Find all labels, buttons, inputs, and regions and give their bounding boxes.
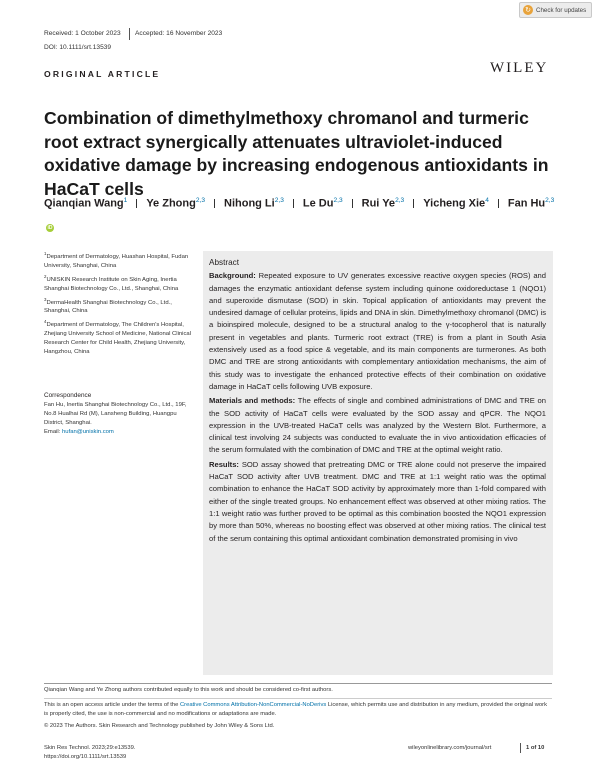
- affiliation-list: [44, 250, 194, 357]
- author-affiliation-marker: 4: [485, 197, 489, 204]
- author-name[interactable]: Qianqian Wang: [44, 197, 124, 210]
- author-name[interactable]: Yicheng Xie: [423, 197, 486, 210]
- author-affiliation-marker: 1: [123, 197, 128, 204]
- journal-url[interactable]: wileyonlinelibrary.com/journal/srt: [408, 745, 492, 751]
- correspondence-address: Fan Hu, Inertia Shanghai Biotechnology Co., Ltd., 19F, No.8 Hualhai Rd (M), Lansheng Building, Huangpu District, Shanghai.: [44, 401, 187, 426]
- correspondence-email-line: Email: hufan@uniskin.com: [44, 428, 114, 435]
- author-list: [44, 190, 564, 237]
- author-affiliation-marker: 2,3: [545, 197, 555, 204]
- abstract-background: Background: Repeated exposure to UV generates excessive reactive oxygen species (ROS) and damages the enzymatic antioxidant defense system including quinone oxidoreductase 1 (NQO1) and superoxide dismutase (SOD) in skin. Topical application of antioxidants may prevent the undesired damage of cellular proteins, lipids and DNA in skin. Dimethylmethoxy chromanol (DMC) is a bioinspired molecule, designed to be a structural analog to the γ-tocopherol that is naturally present in vegetables and plants. Turmeric root extract (TRE) is from a plant in South Asia extensively used as a food spice & vegetable, and its main components are turmerones. As both DMC and TRE are strong antioxidants with complementary antioxidation mechanisms, the aim of this study was to investigate the enhanced protective effects of their combination on oxidative damage in HaCaT cells following UVB exposure.: [209, 271, 546, 391]
- footer-rule-2: [44, 698, 552, 699]
- abstract-results: Results: SOD assay showed that pretreating DMC or TRE alone could not preserve the impaired HaCaT SOD activity after UVB treatment. DMC and TRE at 1:1 weight ratio was the optimal combination to enhance the HaCaT SOD activity by approximately more than 1-fold compared with either of the single treated groups. No enhancement effect was observed at other mixing ratios. The 1:1 weight ratio was further proved to be optimal as this combination boosted the NQO1 expression by more than 50%, whereas no boosting effect was observed at other mixing ratios. The clinical test of the serum containing this optimal antioxidant combination demonstrated promising in vivo: [209, 459, 546, 543]
- author-affiliation-marker: 2,3: [333, 197, 343, 204]
- author-affiliation-marker: 2,3: [274, 197, 284, 204]
- author-name[interactable]: Ye Zhong: [146, 197, 196, 210]
- license-note: This is an open access article under the terms of the Creative Commons Attribution-NonCommercial-NoDerivs License, which permits use and distribution in any medium, provided the original work is properly cited, the use is non-commercial and no modifications or adaptations are made.: [44, 702, 547, 717]
- equal-contribution-note: Qianqian Wang and Ye Zhong authors contributed equally to this work and should be considered co-first authors.: [44, 687, 333, 693]
- footer-rule: [44, 683, 552, 684]
- correspondence: [44, 392, 194, 437]
- orcid-icon[interactable]: iD: [47, 224, 53, 231]
- author-separator: [214, 199, 215, 208]
- affiliation-1: $^1$Department of Dermatology, Huashan Hospital, Fudan University, Shanghai, China: [44, 251, 189, 269]
- abstract-box: [203, 251, 553, 675]
- publisher-logo: WILEY: [490, 60, 549, 76]
- author-name[interactable]: Rui Ye: [361, 197, 396, 210]
- check-for-updates-label: Check for updates: [536, 6, 587, 14]
- journal-citation: Skin Res Technol. 2023;29:e13539.: [44, 745, 136, 751]
- abstract-methods: Materials and methods: The effects of single and combined administrations of DMC and TRE on the SOD activity of HaCaT cells were evaluated by the SOD assay and qPCR. The NQO1 expression in the UVB-treated HaCaT cells was analyzed by the Western Blot. Furthermore, a clinical test involving 24 subjects was conducted to evaluate the in vivo antioxidation efficacies of the serum formulated with the combination of DMC and TRE at the optimal weight ratio.: [209, 396, 546, 455]
- author-separator: [498, 199, 499, 208]
- author-affiliation-marker: 2,3: [195, 197, 205, 204]
- email-link[interactable]: hufan@uniskin.com: [62, 428, 114, 435]
- article-title: Combination of dimethylmethoxy chromanol and turmeric root extract synergically attenuates ultraviolet-induced oxidative damage by increasing endogenous antioxidants in HaCaT cells: [44, 108, 549, 199]
- doi: DOI: 10.1111/srt.13539: [44, 44, 112, 51]
- author-separator: [413, 199, 414, 208]
- accepted-date: Accepted: 16 November 2023: [135, 30, 223, 37]
- footer-divider: [520, 743, 521, 753]
- author-separator: [293, 199, 294, 208]
- author-separator: [352, 199, 353, 208]
- refresh-icon: ↻: [523, 5, 533, 15]
- license-link[interactable]: Creative Commons Attribution-NonCommercial-NoDerivs: [179, 702, 327, 708]
- received-date: Received: 1 October 2023: [44, 30, 121, 37]
- page-number: 1 of 10: [526, 745, 545, 751]
- section-label: ORIGINAL ARTICLE: [44, 69, 161, 79]
- affiliation-4: $^4$Department of Dermatology, The Children's Hospital, Zhejiang University School of Medicine, National Clinical Research Center for Child Health, Zhejiang University, Hangzhou, China: [44, 319, 192, 356]
- meta-divider: [129, 28, 130, 40]
- affiliation-3: $^3$DermaHealth Shanghai Biotechnology Co., Ltd., Shanghai, China: [44, 296, 172, 315]
- correspondence-heading: Correspondence: [44, 392, 92, 399]
- author-affiliation-marker: 2,3: [395, 197, 405, 204]
- author-separator: [136, 199, 137, 208]
- abstract-heading: Abstract: [209, 258, 240, 267]
- check-for-updates-button[interactable]: [519, 2, 592, 18]
- author-name[interactable]: Nihong Li: [224, 197, 275, 210]
- author-name[interactable]: Fan Hu: [507, 197, 546, 210]
- doi-link[interactable]: https://doi.org/10.1111/srt.13539: [44, 754, 127, 760]
- author-name[interactable]: Le Du: [302, 197, 334, 210]
- copyright: © 2023 The Authors. Skin Research and Technology published by John Wiley & Sons Ltd.: [44, 723, 275, 729]
- affiliation-2: $^2$UNISKIN Research Institute on Skin Aging, Inertia Shanghai Biotechnology Co., Ltd., Shanghai, China: [44, 273, 179, 292]
